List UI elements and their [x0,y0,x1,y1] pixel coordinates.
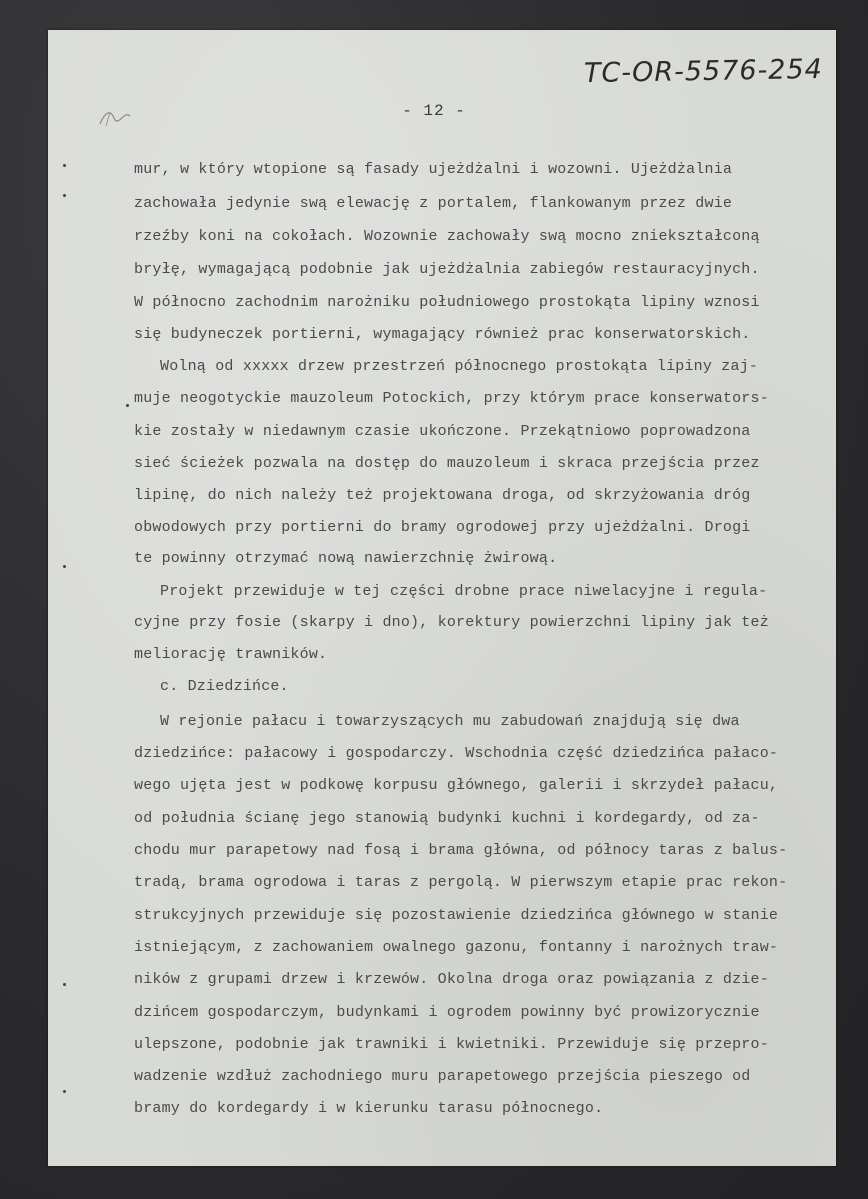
text-line: zachowała jedynie swą elewację z portalem, flankowanym przez dwie [134,195,733,212]
text-line: obwodowych przy portierni do bramy ogrodowej przy ujeżdżalni. Drogi [134,519,751,536]
text-line: W północno zachodnim narożniku południowego prostokąta lipiny wznosi [134,294,760,311]
margin-mark [63,194,66,197]
text-line: Projekt przewiduje w tej części drobne prace niwelacyjne i regula- [160,583,768,600]
text-line: W rejonie pałacu i towarzyszących mu zabudowań znajdują się dwa [160,713,740,730]
text-line: chodu mur parapetowy nad fosą i brama główna, od północy taras z balus- [134,842,788,859]
text-line: cyjne przy fosie (skarpy i dno), korektury powierzchni lipiny jak też [134,614,769,631]
archive-reference: TC-OR-5576-254 [583,53,824,90]
text-line: mur, w który wtopione są fasady ujeżdżalni i wozowni. Ujeżdżalnia [134,161,733,178]
text-line: meliorację trawników. [134,646,328,663]
margin-mark [63,565,66,568]
text-line: ników z grupami drzew i krzewów. Okolna droga oraz powiązania z dzie- [134,971,769,988]
text-line: lipinę, do nich należy też projektowana droga, od skrzyżowania dróg [134,487,751,504]
text-line: dziedzińce: pałacowy i gospodarczy. Wschodnia część dziedzińca pałaco- [134,745,779,762]
margin-mark [63,1090,66,1093]
text-line: strukcyjnych przewiduje się pozostawienie dziedzińca głównego w stanie [134,907,779,924]
text-line: te powinny otrzymać nową nawierzchnię żwirową. [134,550,558,567]
text-line: ulepszone, podobnie jak trawniki i kwietniki. Przewiduje się przepro- [134,1036,769,1053]
text-line: wego ujęta jest w podkowę korpusu głównego, galerii i skrzydeł pałacu, [134,777,779,794]
text-line: bramy do kordegardy i w kierunku tarasu północnego. [134,1100,604,1117]
margin-mark [126,404,129,407]
text-line: tradą, brama ogrodowa i taras z pergolą. W pierwszym etapie prac rekon- [134,874,788,891]
text-line: istniejącym, z zachowaniem owalnego gazonu, fontanny i narożnych traw- [134,939,779,956]
text-line: dzińcem gospodarczym, budynkami i ogrodem powinny być prowizorycznie [134,1004,760,1021]
section-heading: c. Dziedzińce. [160,678,289,695]
text-line: rzeźby koni na cokołach. Wozownie zachowały swą mocno zniekształconą [134,228,760,245]
text-line: kie zostały w niedawnym czasie ukończone. Przekątniowo poprowadzona [134,423,751,440]
text-line: sieć ścieżek pozwala na dostęp do mauzoleum i skraca przejścia przez [134,455,760,472]
margin-mark [63,164,66,167]
text-line: Wolną od xxxxx drzew przestrzeń północnego prostokąta lipiny zaj- [160,358,759,375]
margin-mark [63,983,66,986]
text-line: wadzenie wzdłuż zachodniego muru parapetowego przejścia pieszego od [134,1068,751,1085]
text-line: się budyneczek portierni, wymagający również prac konserwatorskich. [134,326,751,343]
text-line: muje neogotyckie mauzoleum Potockich, przy którym prace konserwators- [134,390,769,407]
text-line: od południa ścianę jego stanowią budynki kuchni i kordegardy, od za- [134,810,760,827]
text-line: bryłę, wymagającą podobnie jak ujeżdżalnia zabiegów restauracyjnych. [134,261,760,278]
page-number: - 12 - [402,102,466,120]
